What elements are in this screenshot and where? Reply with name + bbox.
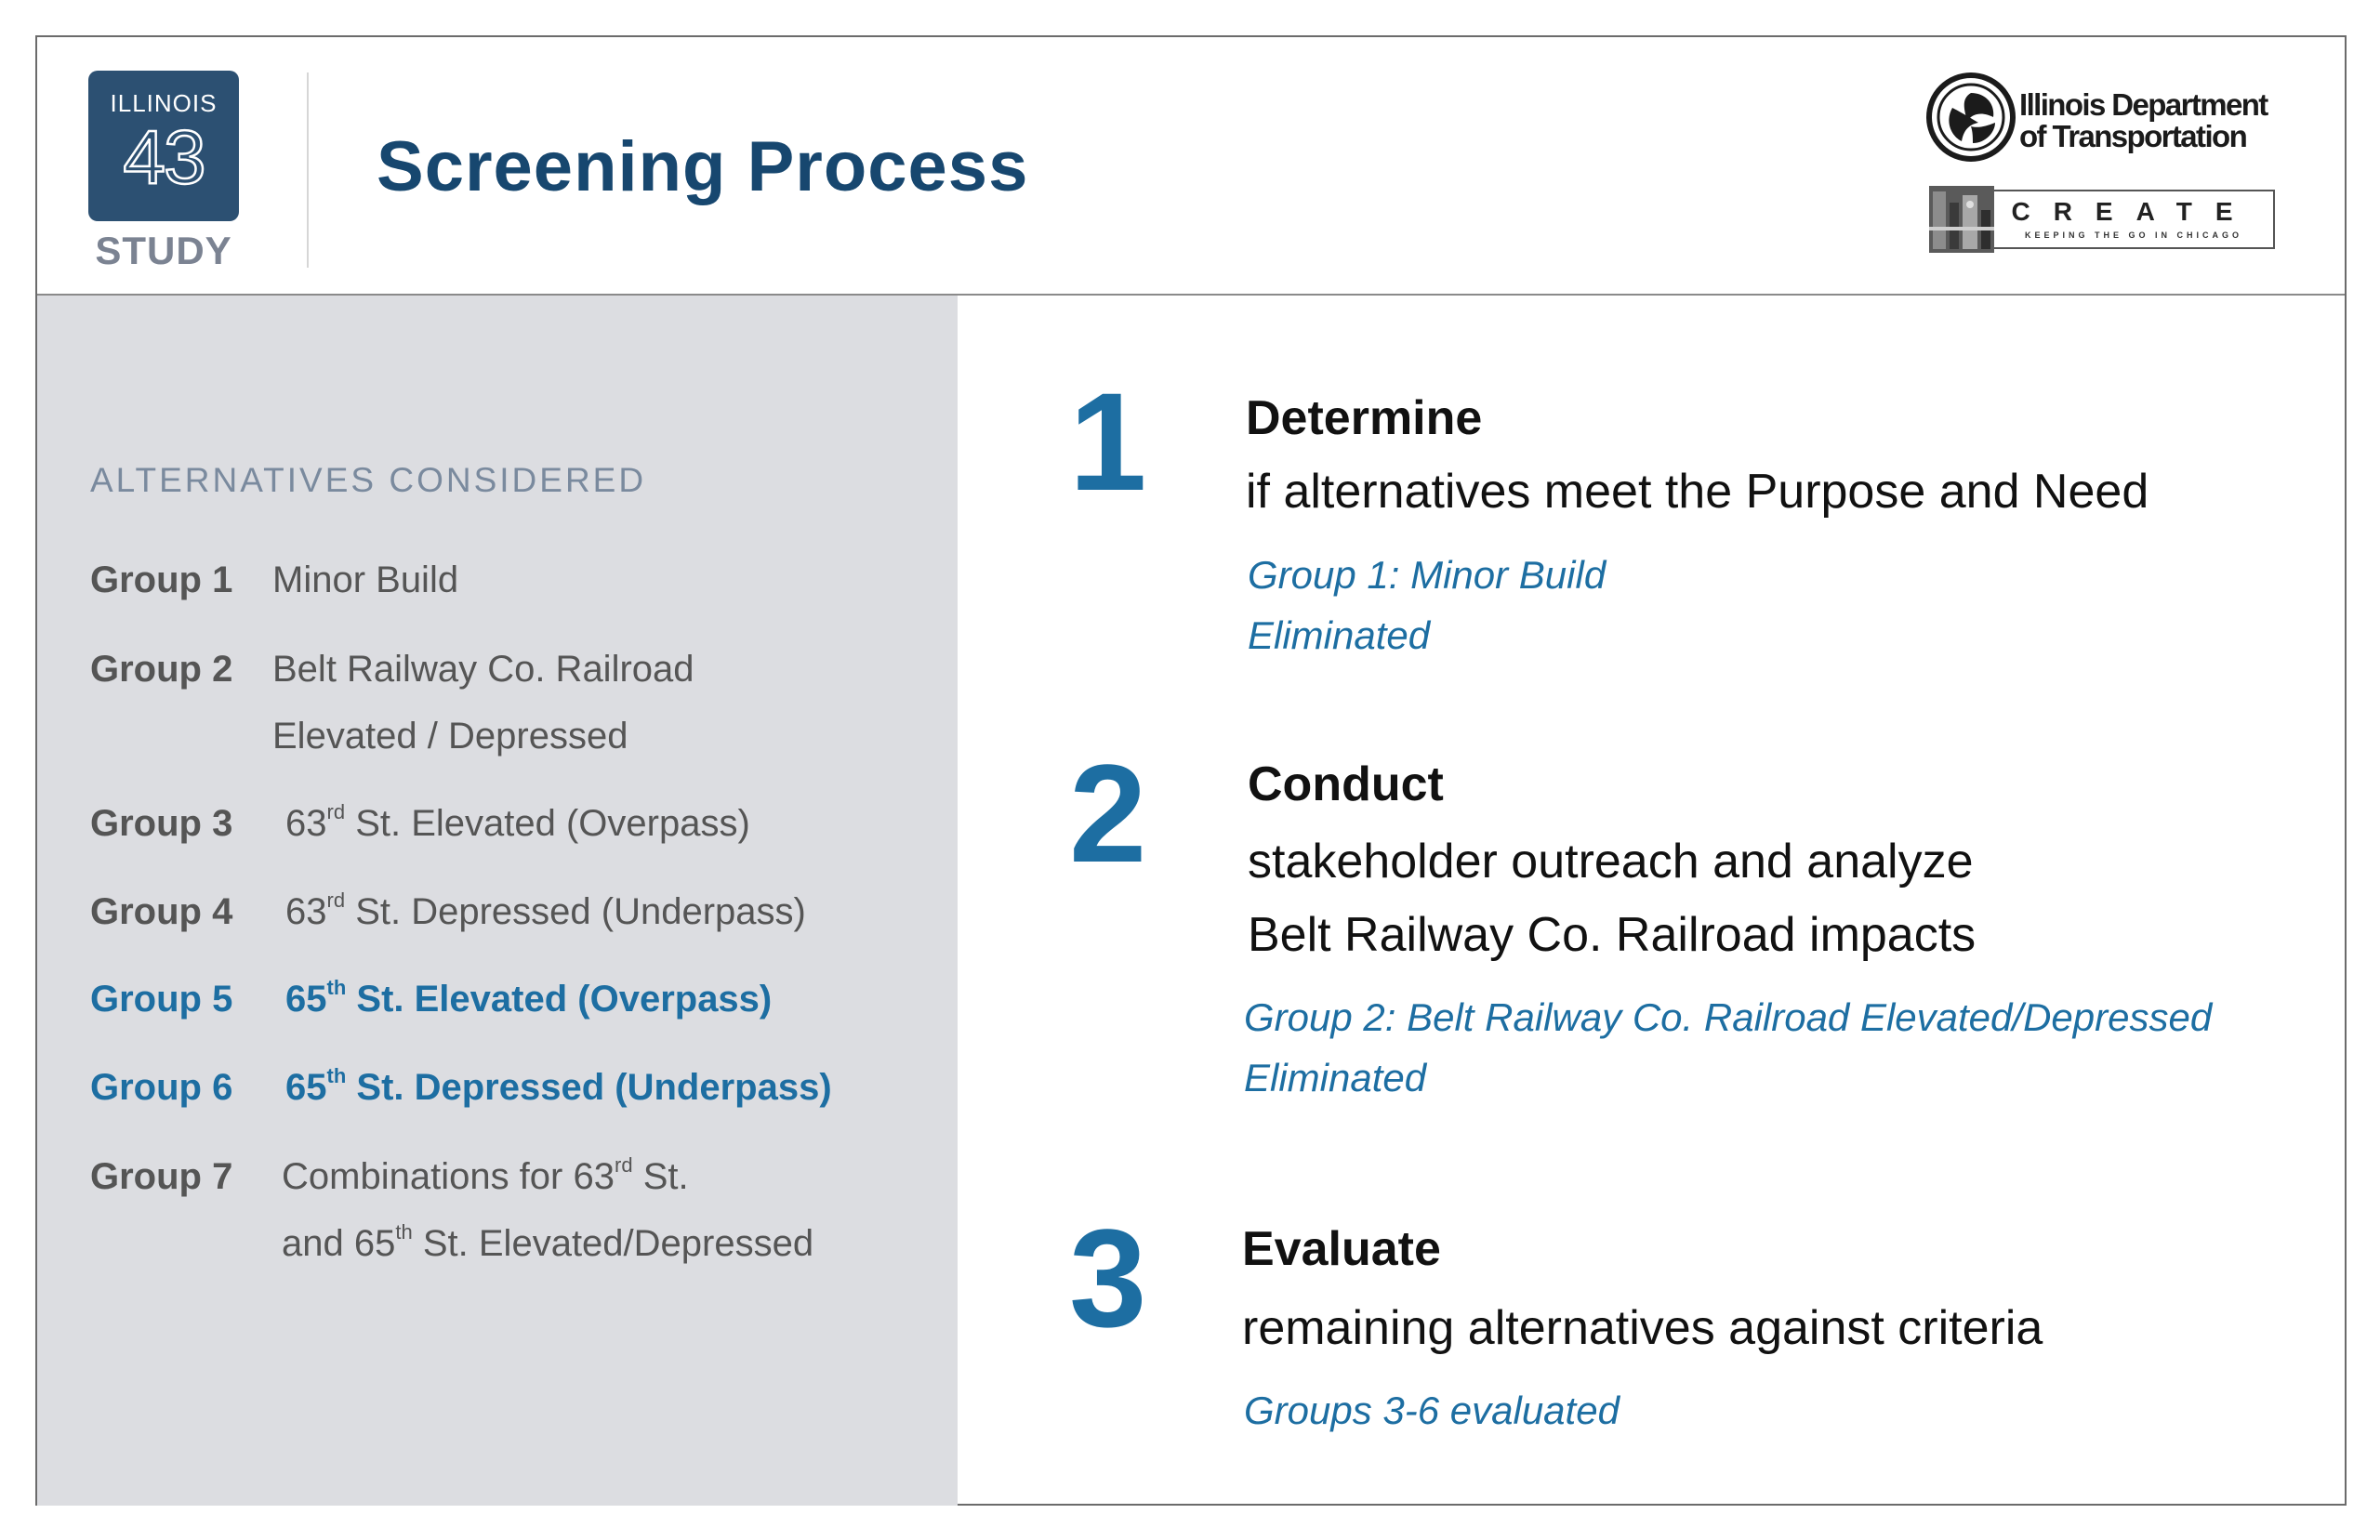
group-label: Group 6: [90, 1067, 233, 1108]
street-description: St. Elevated (Overpass): [356, 979, 773, 1020]
group-description: [285, 966, 772, 1033]
ordinal-suffix: rd: [615, 1153, 633, 1177]
line2-description: St. Elevated/Depressed: [422, 1223, 814, 1264]
group-description: [285, 790, 750, 857]
group-description: [285, 878, 806, 945]
alternative-group-4: [90, 878, 806, 945]
street-description: St. Depressed (Underpass): [355, 891, 806, 932]
ordinal-suffix: rd: [326, 800, 346, 823]
step-title: Conduct: [1248, 757, 1444, 811]
group-description: [285, 1054, 832, 1121]
group-description: Belt Railway Co. Railroad: [272, 649, 694, 690]
group-description-line2: Elevated / Depressed: [272, 716, 628, 757]
ordinal-suffix: th: [395, 1220, 413, 1244]
header-divider: [307, 72, 309, 268]
alternative-group-3: [90, 790, 750, 857]
slide-frame: [35, 35, 2347, 1506]
group-label: Group 4: [90, 891, 233, 932]
group-label: Group 3: [90, 803, 233, 844]
line2-prefix: and: [282, 1223, 344, 1264]
step-title: Evaluate: [1242, 1222, 1441, 1276]
illinois-43-study-logo: [88, 71, 239, 273]
logo-route-number: 43: [123, 115, 205, 200]
idot-logo: [1924, 71, 2315, 173]
step-title: Determine: [1246, 391, 1483, 445]
street-number: 63: [285, 803, 327, 844]
street-description: St. Elevated (Overpass): [355, 803, 750, 844]
street-number: 63: [573, 1156, 615, 1197]
group-label: Group 7: [90, 1156, 233, 1197]
header: [37, 37, 2345, 296]
street-description: St. Depressed (Underpass): [356, 1067, 832, 1108]
step-description: stakeholder outreach and analyze: [1248, 835, 1974, 888]
logo-state-text: ILLINOIS: [110, 89, 218, 117]
group-description-a: Combinations for: [282, 1156, 563, 1197]
create-wordmark: [1994, 190, 2275, 249]
group-description-b: St.: [642, 1156, 689, 1197]
street-number: 65: [285, 1067, 327, 1108]
alternatives-heading: ALTERNATIVES CONSIDERED: [90, 461, 647, 499]
street-number: 65: [285, 979, 327, 1020]
group-description: [282, 1143, 689, 1210]
step-description: Belt Railway Co. Railroad impacts: [1248, 908, 1977, 962]
page-title: Screening Process: [377, 127, 1029, 206]
ordinal-suffix: rd: [326, 888, 346, 912]
idot-name-line1: Illinois Department: [2019, 87, 2268, 122]
create-logo: [1929, 186, 2277, 253]
step-number: 2: [1069, 735, 1147, 891]
group-label: Group 2: [90, 649, 233, 690]
alternative-group-6: [90, 1054, 832, 1121]
step-number: 3: [1069, 1200, 1147, 1356]
step-description: if alternatives meet the Purpose and Need: [1246, 465, 2149, 519]
idot-name: [2019, 89, 2268, 152]
step-note: Group 2: Belt Railway Co. Railroad Elevated/Depressed: [1244, 995, 2213, 1039]
step-note: Group 1: Minor Build: [1248, 553, 1606, 597]
step-note: Eliminated: [1244, 1056, 1427, 1099]
alternatives-panel: [37, 296, 958, 1506]
create-photo-icon: [1929, 186, 1994, 253]
idot-name-line2: of Transportation: [2019, 119, 2247, 153]
group-label: Group 5: [90, 979, 233, 1020]
step-number: 1: [1069, 363, 1147, 520]
alternative-group-1: [90, 546, 458, 613]
street-number: 63: [285, 891, 327, 932]
alternative-group-2: [90, 636, 694, 757]
group-label: Group 1: [90, 559, 233, 600]
logo-study-text: STUDY: [95, 229, 232, 272]
alternative-group-5: [90, 966, 772, 1033]
ordinal-suffix: th: [326, 1064, 347, 1087]
idot-emblem-icon: [1924, 71, 2017, 164]
ordinal-suffix: th: [326, 976, 347, 999]
logo-badge: [88, 71, 239, 221]
alternative-group-7: [90, 1143, 814, 1264]
street-number: 65: [353, 1223, 396, 1264]
step-description: remaining alternatives against criteria: [1242, 1301, 2043, 1355]
create-word: CREATE: [2011, 197, 2256, 226]
group-description-line2: [282, 1210, 813, 1277]
step-note: Eliminated: [1248, 613, 1431, 657]
create-tagline: KEEPING THE GO IN CHICAGO: [2024, 230, 2242, 240]
group-description: Minor Build: [272, 559, 459, 600]
step-note: Groups 3-6 evaluated: [1244, 1389, 1620, 1432]
